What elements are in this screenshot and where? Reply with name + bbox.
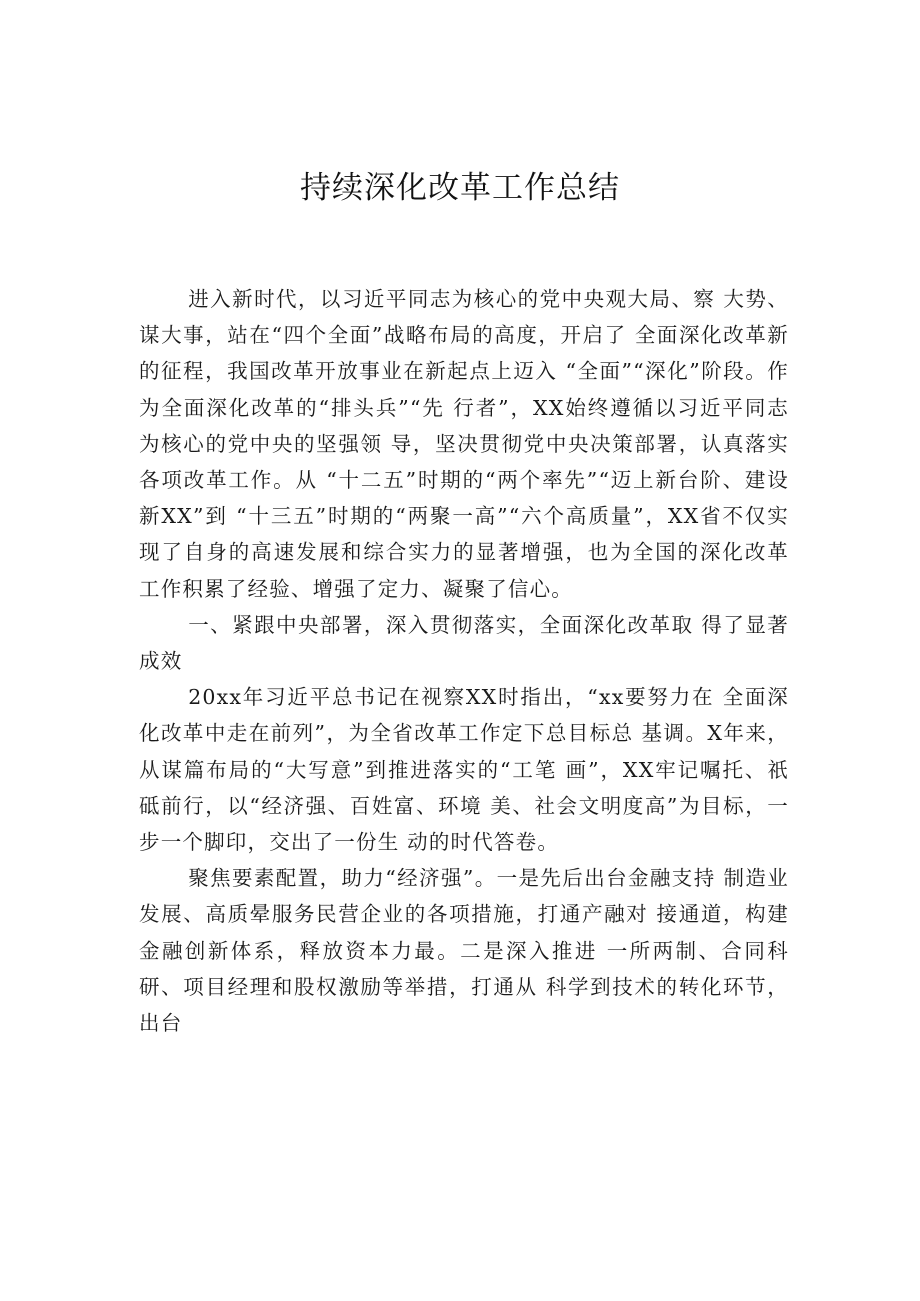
- paragraph-instruction: 20xx年习近平总书记在视察XX时指出，“xx要努力在 全面深化改革中走在前列”，为全省改革工作定下总目标总 基调。X年来，从谋篇布局的“大写意”到推进落实的“工笔 画”，XX牢记嘱托、祇砥前行，以“经济强、百姓富、环境 美、社会文明度高”为目标，一步一个脚印，交出了一份生 动的时代答卷。: [139, 685, 789, 855]
- document-title: 持续深化改革工作总结: [300, 170, 620, 206]
- paragraph-intro: 进入新时代，以习近平同志为核心的党中央观大局、察 大势、谋大事，站在“四个全面”战略布局的高度，开启了 全面深化改革新的征程，我国改革开放事业在新起点上迈入 “全面”“深化”阶段。作为全面深化改革的“排头兵”“先 行者”，XX始终遵循以习近平同志为核心的党中央的坚强领 导，坚决贯彻党中央决策部署，认真落实各项改革工作。从 “十二五”时期的“两个率先”“迈上新台阶、建设新XX”到 “十三五”时期的“两聚一高”“六个高质量”，XX省不仅实 现了自身的高速发展和综合实力的显著增强，也为全国的深化改革工作积累了经验、增强了定力、凝聚了信心。: [139, 287, 789, 601]
- paragraph-section-heading: 一、紧跟中央部署，深入贯彻落实，全面深化改革取 得了显著成效: [139, 612, 789, 674]
- document-body: [139, 281, 789, 1041]
- paragraph-economy: 聚焦要素配置，助力“经济强”。一是先后出台金融支持 制造业发展、高质晕服务民营企业的各项措施，打通产融对 接通道，构建金融创新体系，释放资本力最。二是深入推进 一所两制、合同科研、项目经理和股权激励等举措，打通从 科学到技术的转化环节，出台: [139, 866, 789, 1036]
